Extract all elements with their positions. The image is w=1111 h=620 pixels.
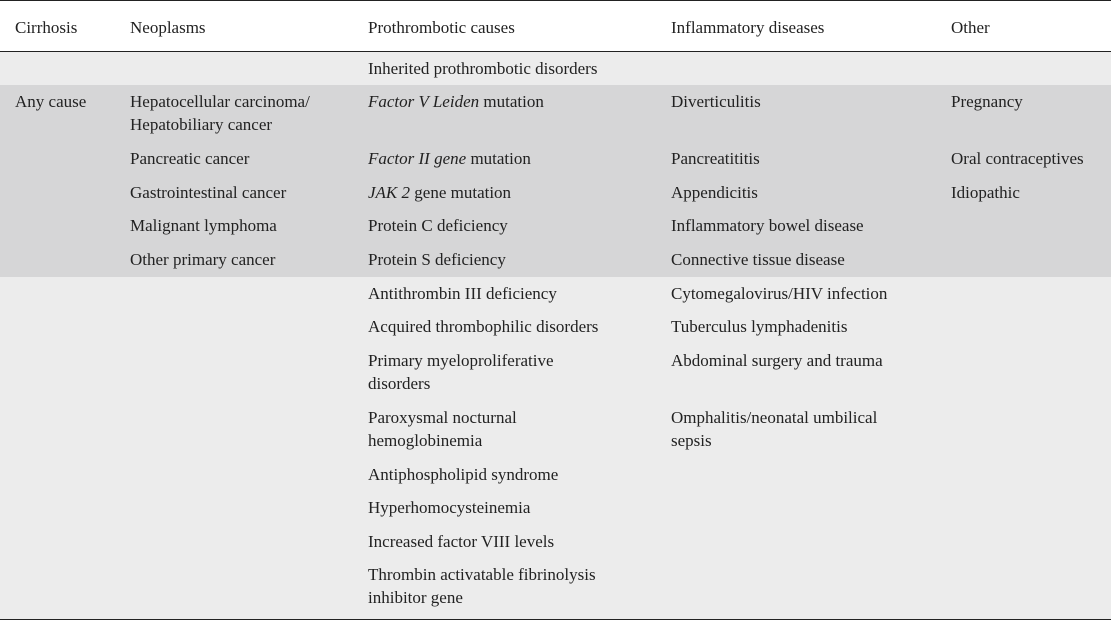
cell-other bbox=[936, 142, 1111, 176]
cell-text: Pancreatic cancer bbox=[130, 148, 250, 168]
table-row bbox=[0, 310, 1111, 344]
cell-text: Antiphospholipid syndrome bbox=[368, 464, 559, 484]
cell-prothrombotic bbox=[353, 344, 656, 401]
cell-inflammatory bbox=[656, 176, 936, 209]
cell-text: Pregnancy bbox=[951, 91, 1023, 111]
italic-gene-name: Factor V Leiden bbox=[368, 91, 480, 111]
cell-prothrombotic bbox=[353, 558, 656, 620]
cell-neoplasms bbox=[115, 558, 353, 620]
cell-text: Appendicitis bbox=[671, 182, 758, 202]
cell-cirrhosis bbox=[0, 525, 115, 558]
cell-neoplasms bbox=[115, 491, 353, 525]
cell-text: Hyperhomocysteinemia bbox=[368, 497, 531, 517]
cell-prothrombotic bbox=[353, 142, 656, 176]
cell-prothrombotic bbox=[353, 176, 656, 209]
cell-inflammatory bbox=[656, 491, 936, 525]
cell-text: Hepatocellular carcinoma/ bbox=[130, 91, 310, 111]
cell-inflammatory bbox=[656, 142, 936, 176]
cell-text: Other primary cancer bbox=[130, 249, 276, 269]
cell-text: Diverticulitis bbox=[671, 91, 761, 111]
cell-text: Pancreatititis bbox=[671, 148, 760, 168]
table-row bbox=[0, 85, 1111, 142]
table-row bbox=[0, 344, 1111, 401]
table-row bbox=[0, 176, 1111, 209]
cell-cirrhosis bbox=[0, 209, 115, 243]
cell-inflammatory bbox=[656, 525, 936, 558]
cell-text: Antithrombin III deficiency bbox=[368, 283, 557, 303]
italic-gene-name: Factor II gene bbox=[368, 148, 467, 168]
cell-other bbox=[936, 525, 1111, 558]
cell-neoplasms bbox=[115, 176, 353, 209]
cell-text: Oral contraceptives bbox=[951, 148, 1084, 168]
header-cirrhosis: Cirrhosis bbox=[0, 1, 115, 52]
cell-cirrhosis bbox=[0, 277, 115, 310]
cell-inflammatory bbox=[656, 243, 936, 277]
table-row bbox=[0, 458, 1111, 491]
cell-prothrombotic bbox=[353, 85, 656, 142]
cell-other bbox=[936, 85, 1111, 142]
cell-prothrombotic bbox=[353, 52, 656, 85]
table-row bbox=[0, 558, 1111, 620]
cell-cirrhosis bbox=[0, 458, 115, 491]
table-row bbox=[0, 401, 1111, 458]
cell-other bbox=[936, 491, 1111, 525]
cell-text: Gastrointestinal cancer bbox=[130, 182, 287, 202]
cell-neoplasms bbox=[115, 401, 353, 458]
cell-other bbox=[936, 344, 1111, 401]
cell-inflammatory bbox=[656, 85, 936, 142]
cell-text: mutation bbox=[479, 91, 544, 111]
cell-text: Acquired thrombophilic disorders bbox=[368, 316, 599, 336]
cell-inflammatory bbox=[656, 209, 936, 243]
header-row bbox=[0, 1, 1111, 52]
table-row bbox=[0, 209, 1111, 243]
cell-cirrhosis bbox=[0, 142, 115, 176]
cell-text: Idiopathic bbox=[951, 182, 1020, 202]
cell-text: mutation bbox=[466, 148, 531, 168]
cell-text: Increased factor VIII levels bbox=[368, 531, 555, 551]
cell-text: gene mutation bbox=[410, 182, 512, 202]
cell-other bbox=[936, 458, 1111, 491]
cell-text-line2: inhibitor gene bbox=[368, 587, 463, 607]
cell-inflammatory bbox=[656, 277, 936, 310]
cell-neoplasms bbox=[115, 52, 353, 85]
cell-neoplasms bbox=[115, 277, 353, 310]
header-prothrombotic-causes: Prothrombotic causes bbox=[353, 1, 656, 52]
table-row bbox=[0, 142, 1111, 176]
cell-prothrombotic bbox=[353, 491, 656, 525]
cell-inflammatory bbox=[656, 310, 936, 344]
cell-neoplasms bbox=[115, 243, 353, 277]
cell-text: Protein S deficiency bbox=[368, 249, 506, 269]
cell-text: Cytomegalovirus/HIV infection bbox=[671, 283, 888, 303]
cell-text: Inflammatory bowel disease bbox=[671, 215, 864, 235]
table-header bbox=[0, 1, 1111, 52]
cell-cirrhosis bbox=[0, 401, 115, 458]
cell-other bbox=[936, 558, 1111, 620]
cell-text: Protein C deficiency bbox=[368, 215, 508, 235]
cell-cirrhosis bbox=[0, 558, 115, 620]
cell-neoplasms bbox=[115, 142, 353, 176]
cell-text: Tuberculus lymphadenitis bbox=[671, 316, 848, 336]
table-row bbox=[0, 52, 1111, 85]
cell-other bbox=[936, 401, 1111, 458]
cell-text: Malignant lymphoma bbox=[130, 215, 277, 235]
cell-prothrombotic bbox=[353, 458, 656, 491]
table-row bbox=[0, 243, 1111, 277]
table-row bbox=[0, 277, 1111, 310]
cell-neoplasms bbox=[115, 344, 353, 401]
cell-cirrhosis bbox=[0, 176, 115, 209]
cell-other bbox=[936, 243, 1111, 277]
cell-prothrombotic bbox=[353, 209, 656, 243]
cell-inflammatory bbox=[656, 52, 936, 85]
cell-cirrhosis bbox=[0, 85, 115, 142]
cell-text: Inherited prothrombotic disorders bbox=[368, 59, 598, 78]
cell-inflammatory bbox=[656, 558, 936, 620]
cell-cirrhosis bbox=[0, 344, 115, 401]
cell-text: Primary myeloproliferative bbox=[368, 350, 554, 370]
cell-prothrombotic bbox=[353, 525, 656, 558]
header-inflammatory-diseases: Inflammatory diseases bbox=[656, 1, 936, 52]
table-row bbox=[0, 525, 1111, 558]
cell-text-line2: hemoglobinemia bbox=[368, 430, 483, 450]
cell-neoplasms bbox=[115, 525, 353, 558]
cell-other bbox=[936, 176, 1111, 209]
cell-cirrhosis bbox=[0, 52, 115, 85]
cell-prothrombotic bbox=[353, 277, 656, 310]
cell-cirrhosis bbox=[0, 243, 115, 277]
italic-gene-name: JAK 2 bbox=[368, 182, 411, 202]
cell-text: Connective tissue disease bbox=[671, 249, 845, 269]
cell-other bbox=[936, 310, 1111, 344]
cell-text-line2: Hepatobiliary cancer bbox=[130, 114, 273, 134]
cell-text-line2: disorders bbox=[368, 373, 431, 393]
cell-inflammatory bbox=[656, 458, 936, 491]
cell-inflammatory bbox=[656, 344, 936, 401]
cell-other bbox=[936, 52, 1111, 85]
cell-other bbox=[936, 277, 1111, 310]
cell-neoplasms bbox=[115, 458, 353, 491]
cell-inflammatory bbox=[656, 401, 936, 458]
cell-neoplasms bbox=[115, 310, 353, 344]
cell-neoplasms bbox=[115, 85, 353, 142]
cell-text: Paroxysmal nocturnal bbox=[368, 407, 517, 427]
cell-text: Abdominal surgery and trauma bbox=[671, 350, 883, 370]
cell-neoplasms bbox=[115, 209, 353, 243]
header-other: Other bbox=[936, 1, 1111, 52]
table-row bbox=[0, 491, 1111, 525]
cell-prothrombotic bbox=[353, 243, 656, 277]
cell-cirrhosis bbox=[0, 491, 115, 525]
cell-text: Any cause bbox=[15, 91, 87, 111]
header-neoplasms: Neoplasms bbox=[115, 1, 353, 52]
cell-text-line2: sepsis bbox=[671, 430, 712, 450]
table-body bbox=[0, 52, 1111, 620]
cell-prothrombotic bbox=[353, 401, 656, 458]
cell-text: Thrombin activatable fibrinolysis bbox=[368, 564, 596, 584]
cell-other bbox=[936, 209, 1111, 243]
cell-cirrhosis bbox=[0, 310, 115, 344]
cell-prothrombotic bbox=[353, 310, 656, 344]
cell-text: Omphalitis/neonatal umbilical bbox=[671, 407, 878, 427]
